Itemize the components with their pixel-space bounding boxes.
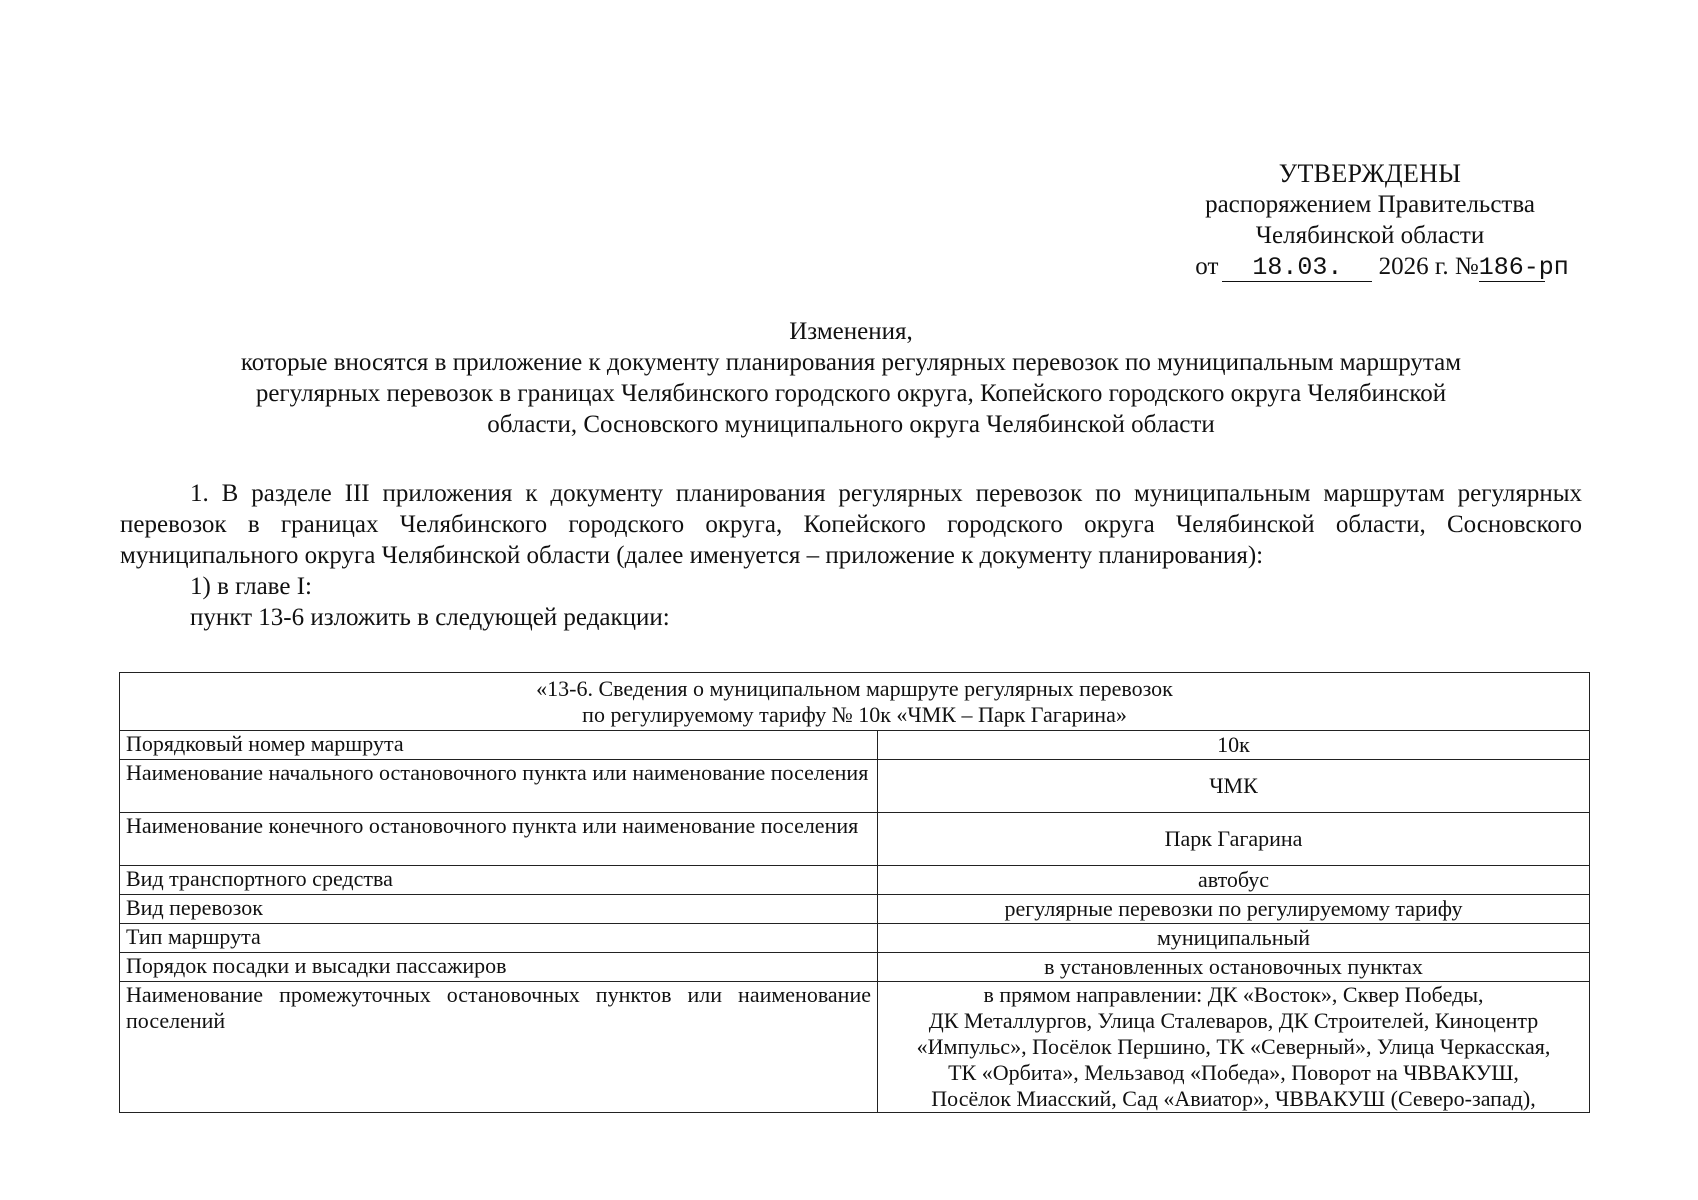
table-row — [120, 924, 1590, 953]
approval-block — [1150, 158, 1590, 282]
number-sign: № — [1454, 253, 1479, 280]
row-label: Вид перевозок — [120, 895, 878, 924]
from-label: от — [1195, 253, 1219, 280]
table-row — [120, 813, 1590, 866]
row-label: Тип маршрута — [120, 924, 878, 953]
caption-line-1: «13-6. Сведения о муниципальном маршруте регулярных перевозок — [536, 676, 1173, 701]
table-caption — [120, 673, 1590, 731]
row-value: ЧМК — [878, 760, 1590, 813]
row-label: Наименование начального остановочного пункта или наименование поселения — [120, 760, 878, 813]
table-row — [120, 895, 1590, 924]
row-value-list — [878, 982, 1590, 1113]
approval-line-1: распоряжением Правительства — [1205, 191, 1535, 218]
table-row — [120, 982, 1590, 1113]
title-line-3: области, Сосновского муниципального округа Челябинской области — [487, 411, 1215, 438]
document-body — [120, 478, 1582, 633]
row-label: Наименование конечного остановочного пункта или наименование поселения — [120, 813, 878, 866]
route-info-table — [119, 672, 1590, 1113]
table-row — [120, 953, 1590, 982]
title-heading: Изменения, — [789, 318, 913, 345]
caption-line-2: по регулируемому тарифу № 10к «ЧМК – Парк Гагарина» — [582, 702, 1127, 727]
row-label: Наименование промежуточных остановочных пунктов или наименование поселений — [120, 982, 878, 1113]
item-1: 1) в главе I: — [190, 573, 312, 600]
row-value: автобус — [878, 866, 1590, 895]
document-title — [120, 316, 1582, 440]
table-row — [120, 731, 1590, 760]
row-value: 10к — [878, 731, 1590, 760]
table-caption-row — [120, 673, 1590, 731]
table-row — [120, 760, 1590, 813]
stop-line: в прямом направлении: ДК «Восток», Сквер Победы, — [983, 982, 1484, 1007]
approval-number: 186-рп — [1478, 253, 1569, 282]
table-row — [120, 866, 1590, 895]
title-line-1: которые вносятся в приложение к документу планирования регулярных перевозок по муниципальным маршрутам — [240, 349, 1462, 376]
approval-date-line — [1150, 251, 1590, 282]
row-label: Порядковый номер маршрута — [120, 731, 878, 760]
approval-heading: УТВЕРЖДЕНЫ — [1278, 159, 1462, 188]
row-value: муниципальный — [878, 924, 1590, 953]
stop-line: ТК «Орбита», Мельзавод «Победа», Поворот на ЧВВАКУШ, — [948, 1060, 1519, 1085]
row-label: Порядок посадки и высадки пассажиров — [120, 953, 878, 982]
row-value: Парк Гагарина — [878, 813, 1590, 866]
approval-date: 18.03. — [1222, 255, 1372, 282]
stop-line: «Импульс», Посёлок Першино, ТК «Северный», Улица Черкасская, — [916, 1034, 1551, 1059]
stop-line: ДК Металлургов, Улица Сталеваров, ДК Строителей, Киноцентр — [928, 1008, 1539, 1033]
paragraph-1: 1. В разделе III приложения к документу планирования регулярных перевозок по муниципальным маршрутам регулярных перевозок в границах Челябинского городского округа, Копейского городского округа Челябинской области, Сосновского муниципального округа Челябинской области (далее именуется – приложение к документу планирования): — [120, 480, 1582, 569]
row-value: регулярные перевозки по регулируемому тарифу — [878, 895, 1590, 924]
approval-line-2: Челябинской области — [1255, 222, 1485, 249]
row-value: в установленных остановочных пунктах — [878, 953, 1590, 982]
item-2: пункт 13-6 изложить в следующей редакции: — [190, 604, 670, 631]
row-label: Вид транспортного средства — [120, 866, 878, 895]
stop-line: Посёлок Миасский, Сад «Авиатор», ЧВВАКУШ (Северо-запад), — [931, 1086, 1536, 1111]
title-line-2: регулярных перевозок в границах Челябинского городского округа, Копейского городского округа Челябинской — [255, 380, 1447, 407]
approval-year: 2026 г. — [1378, 253, 1449, 280]
